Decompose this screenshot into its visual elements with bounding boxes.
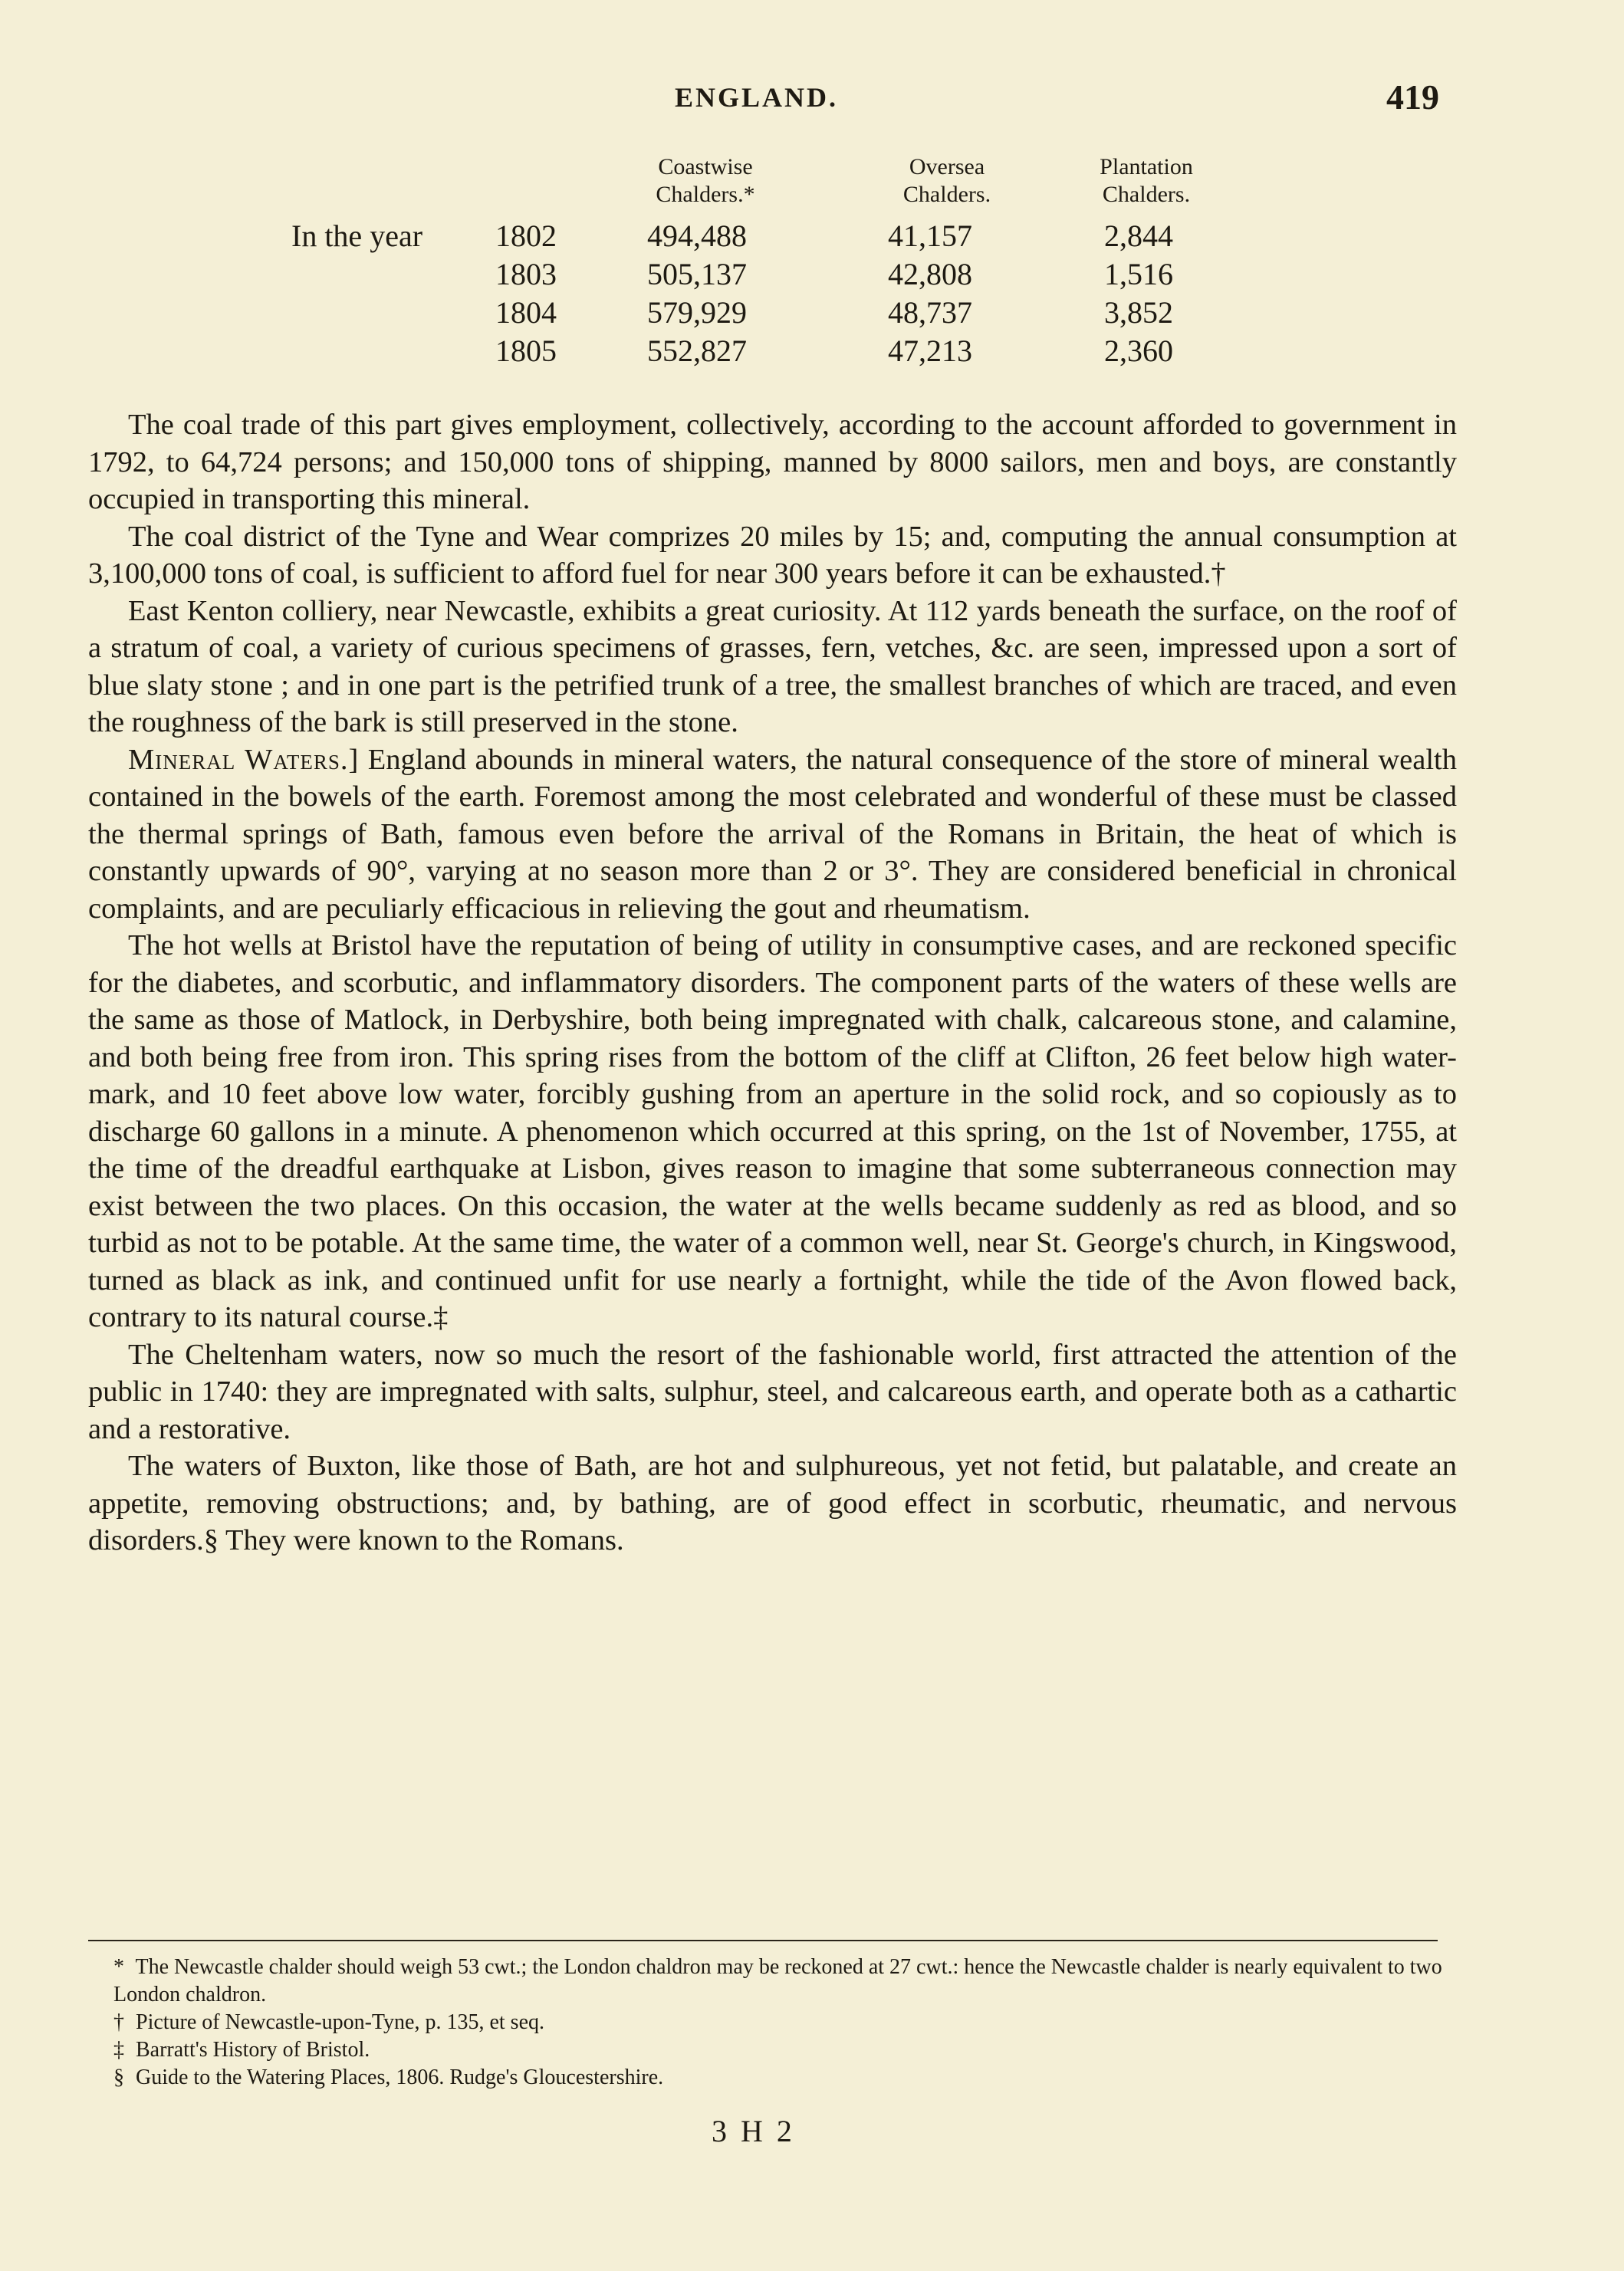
coastwise-cell: 552,827 <box>647 334 747 368</box>
section-heading-mineral-waters: Mineral Waters.] <box>128 743 360 776</box>
footnote-mark: * <box>113 1955 124 1979</box>
oversea-cell: 47,213 <box>888 334 972 368</box>
paragraph-coal-trade: The coal trade of this part gives employment, collectively, according to the account afforded to government in 1792, to 64,724 persons; and 150,000 tons of shipping, manned by 8000 sailors, men and boys, are constantly occupied in transporting this mineral. <box>88 409 1457 515</box>
plantation-cell: 1,516 <box>1104 257 1173 291</box>
oversea-cell: 42,808 <box>888 257 972 291</box>
coastwise-cell: 505,137 <box>647 257 747 291</box>
year-cell: 1805 <box>495 334 557 368</box>
footnote-mark: § <box>113 2066 124 2089</box>
footnote <box>113 2009 1463 2036</box>
column-header-oversea: Oversea Chalders. <box>902 154 991 207</box>
column-header-plantation: Plantation Chalders. <box>1100 154 1193 207</box>
plantation-cell: 2,360 <box>1104 334 1173 368</box>
paragraph-coal-district: The coal district of the Tyne and Wear comprizes 20 miles by 15; and, computing the annual consumption at 3,100,000 tons of coal, is sufficient to afford fuel for near 300 years before it can be exhausted.† <box>88 520 1457 590</box>
paragraph-mineral-waters <box>88 741 1457 928</box>
row-label: In the year <box>291 219 423 253</box>
paragraph-cheltenham: The Cheltenham waters, now so much the resort of the fashionable world, first attracted the attention of the public in 1740: they are impregnated with salts, sulphur, steel, and calcareous earth, and operate both as a cathartic and a restorative. <box>88 1338 1457 1445</box>
footnote-text: The Newcastle chalder should weigh 53 cwt.; the London chaldron may be reckoned at 27 cwt.: hence the Newcastle chalder is nearly equivalent to two London chaldron. <box>113 1955 1442 2006</box>
footnote-text: Guide to the Watering Places, 1806. Rudge's Gloucestershire. <box>136 2066 664 2089</box>
table-row <box>291 216 1288 256</box>
paragraph-buxton: The waters of Buxton, like those of Bath, are hot and sulphureous, yet not fetid, but palatable, and create an appetite, removing obstructions; and, by bathing, are of good effect in scorbutic, rheumatic, and nervous disorders.§ They were known to the Romans. <box>88 1450 1457 1556</box>
paragraph-east-kenton: East Kenton colliery, near Newcastle, exhibits a great curiosity. At 112 yards beneath the surface, on the roof of a stratum of coal, a variety of curious specimens of grasses, fern, vetches, &c. are seen, impressed upon a sort of blue slaty stone ; and in one part is the petrified trunk of a tree, the smallest branches of which are traced, and even the roughness of the bark is still preserved in the stone. <box>88 594 1457 738</box>
footnote-text: Barratt's History of Bristol. <box>136 2038 370 2062</box>
year-cell: 1802 <box>495 219 557 253</box>
column-header-coastwise: Coastwise Chalders.* <box>656 154 755 207</box>
year-cell: 1804 <box>495 295 557 330</box>
plantation-cell: 3,852 <box>1104 295 1173 330</box>
oversea-cell: 48,737 <box>888 295 972 330</box>
paragraph-bristol: The hot wells at Bristol have the reputation of being of utility in consumptive cases, and are reckoned specific for the diabetes, and scorbutic, and inflammatory disorders. The component parts of the waters of these wells are the same as those of Matlock, in Derbyshire, both being impregnated with chalk, calcareous stone, and calamine, and both being free from iron. This spring rises from the bottom of the cliff at Clifton, 26 feet below high water-mark, and 10 feet above low water, forcibly gushing from an aperture in the solid rock, and so copiously as to discharge 60 gallons in a minute. A phenomenon which occurred at this spring, on the 1st of November, 1755, at the time of the dreadful earthquake at Lisbon, gives reason to imagine that some subterraneous connection may exist between the two places. On this occasion, the water at the wells became suddenly as red as blood, and so turbid as not to be potable. At the same time, the water of a common well, near St. George's church, in Kingswood, turned as black as ink, and continued unfit for use nearly a fortnight, while the tide of the Avon flowed back, contrary to its natural course.‡ <box>88 929 1457 1333</box>
printer-signature: 3 H 2 <box>712 2114 795 2148</box>
table-row <box>291 255 1288 294</box>
running-title: ENGLAND. <box>675 82 839 113</box>
footnote-mark: ‡ <box>113 2038 124 2062</box>
footnote <box>113 2036 1463 2064</box>
table-row <box>291 293 1288 333</box>
plantation-cell: 2,844 <box>1104 219 1173 253</box>
year-cell: 1803 <box>495 257 557 291</box>
page-number: 419 <box>1386 77 1439 117</box>
footnote-text: Picture of Newcastle-upon-Tyne, p. 135, et seq. <box>136 2010 544 2034</box>
body-text <box>88 406 1457 1559</box>
table-row <box>291 331 1288 371</box>
oversea-cell: 41,157 <box>888 219 972 253</box>
footnote <box>113 1954 1463 2009</box>
running-head <box>0 77 1624 123</box>
footnotes <box>113 1954 1463 2092</box>
footnote-mark: † <box>113 2010 124 2034</box>
footnote-rule <box>88 1940 1438 1941</box>
coastwise-cell: 579,929 <box>647 295 747 330</box>
footnote <box>113 2064 1463 2092</box>
coastwise-cell: 494,488 <box>647 219 747 253</box>
paragraph-text: England abounds in mineral waters, the natural consequence of the store of mineral wealth contained in the bowels of the earth. Foremost among the most celebrated and wonderful of these must be classed the thermal springs of Bath, famous even before the arrival of the Romans in Britain, the heat of which is constantly upwards of 90°, varying at no season more than 2 or 3°. They are considered beneficial in chronical complaints, and are peculiarly efficacious in relieving the gout and rheumatism. <box>88 743 1457 925</box>
